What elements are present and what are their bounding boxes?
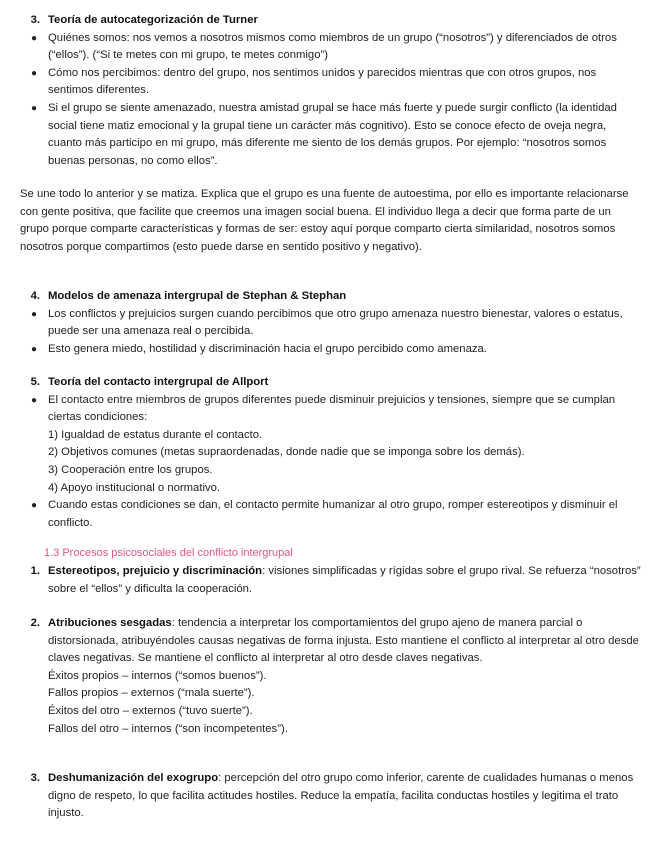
attribution-line: Fallos del otro – internos (“son incompetentes”).: [48, 722, 288, 735]
bullet-item: ● El contacto entre miembros de grupos diferentes puede disminuir prejuicios y tensiones, siempre que se cumplan ciertas condiciones:: [20, 392, 642, 427]
attribution-line: Fallos propios – externos (“mala suerte”).: [48, 687, 255, 700]
bullet-item: ● Quiénes somos: nos vemos a nosotros mismos como miembros de un grupo (“nosotros”) y diferenciados de otros (“ellos”). (“Si te metes con mi grupo, te metes conmigo”): [20, 30, 642, 65]
numbered-item: 3. Deshumanización del exogrupo: percepción del otro grupo como inferior, carente de cualidades humanas o menos digno de respeto, lo que facilita actitudes hostiles. Reduce la empatía, facilita conductas hostiles y legitima el trato injusto.: [30, 772, 634, 820]
item-term: Deshumanización del exogrupo: [48, 772, 219, 784]
bullet-icon: ●: [30, 32, 38, 44]
item-term: Estereotipos, prejuicio y discriminación: [48, 565, 263, 577]
section-heading: 4. Modelos de amenaza intergrupal de Stephan & Stephan: [30, 290, 347, 302]
attribution-line: Éxitos del otro – externos (“tuvo suerte”).: [48, 704, 253, 717]
bullet-icon: ●: [30, 343, 38, 355]
item-term: Atribuciones sesgadas: [48, 617, 172, 629]
bullet-item: ● Los conflictos y prejuicios surgen cuando percibimos que otro grupo amenaza nuestro bienestar, valores o estatus, puede ser una amenaza real o percibida.: [20, 306, 642, 341]
section-heading: 3. Teoría de autocategorización de Turner: [30, 14, 258, 26]
bullet-icon: ●: [30, 308, 38, 320]
bullet-icon: ●: [30, 500, 38, 512]
condition-line: 2) Objetivos comunes (metas supraordenadas, donde nadie que se imponga sobre los demás).: [48, 446, 525, 459]
bullet-item: ● Cómo nos percibimos: dentro del grupo, nos sentimos unidos y parecidos mientras que con otros grupos, nos sentimos diferentes.: [20, 65, 642, 100]
section-turner: [20, 12, 642, 170]
numbered-item: 2. Atribuciones sesgadas: tendencia a interpretar los comportamientos del grupo ajeno de manera parcial o distorsionada, atribuyéndoles causas negativas de forma injusta. Esto mantiene el conflicto al interpretar al otro desde claves negativas. Se mantiene el conflicto al interpretar al otro desde claves negativas. Éxitos propios – internos (“somos buenos”). Fallos propios – externos (“mala suerte”). Éxitos del otro – externos (“tuvo suerte”). Fallos del otro – internos (“son incompetentes”).: [20, 615, 642, 738]
condition-line: 4) Apoyo institucional o normativo.: [48, 481, 221, 494]
numbered-item: 1. Estereotipos, prejuicio y discriminación: visiones simplificadas y rígidas sobre el grupo rival. Se refuerza “nosotros” sobre el “ellos” y dificulta la cooperación.: [30, 565, 641, 595]
bullet-item: ● Si el grupo se siente amenazado, nuestra amistad grupal se hace más fuerte y puede surgir conflicto (la identidad social tiene matiz emocional y la grupal tiene un carácter más cognitivo). Esto se conoce efecto de oveja negra, cuanto más participo en mi grupo, más diferente me siento de los demás grupos. Por ejemplo: “nosotros somos buenas personas, no como ellos”.: [20, 100, 642, 170]
section-allport: [20, 374, 642, 532]
bullet-icon: ●: [30, 394, 38, 406]
bullet-item: ● Esto genera miedo, hostilidad y discriminación hacia el grupo percibido como amenaza.: [20, 341, 642, 359]
condition-line: 1) Igualdad de estatus durante el contacto.: [48, 428, 263, 441]
attribution-line: Éxitos propios – internos (“somos buenos”).: [48, 669, 267, 682]
section-stephan: [20, 288, 642, 358]
summary-paragraph: Se une todo lo anterior y se matiza. Explica que el grupo es una fuente de autoestima, por ello es importante relacionarse con gente positiva, que facilite que creemos una imagen social buena. El individuo llega a decir que forma parte de un grupo porque comparte características y formas de ser: estoy aquí porque comparto cierta similaridad, nosotros somos nosotros porque compartimos (esto puede darse en sentido positivo y negativo).: [20, 188, 629, 253]
section-heading: 5. Teoría del contacto intergrupal de Allport: [30, 376, 269, 388]
bullet-icon: ●: [30, 67, 38, 79]
condition-line: 3) Cooperación entre los grupos.: [48, 463, 213, 476]
subsection-heading: 1.3 Procesos psicosociales del conflicto intergrupal: [44, 547, 293, 559]
bullet-item: ● Cuando estas condiciones se dan, el contacto permite humanizar al otro grupo, romper estereotipos y disminuir el conflicto.: [20, 497, 642, 532]
bullet-icon: ●: [30, 102, 38, 114]
